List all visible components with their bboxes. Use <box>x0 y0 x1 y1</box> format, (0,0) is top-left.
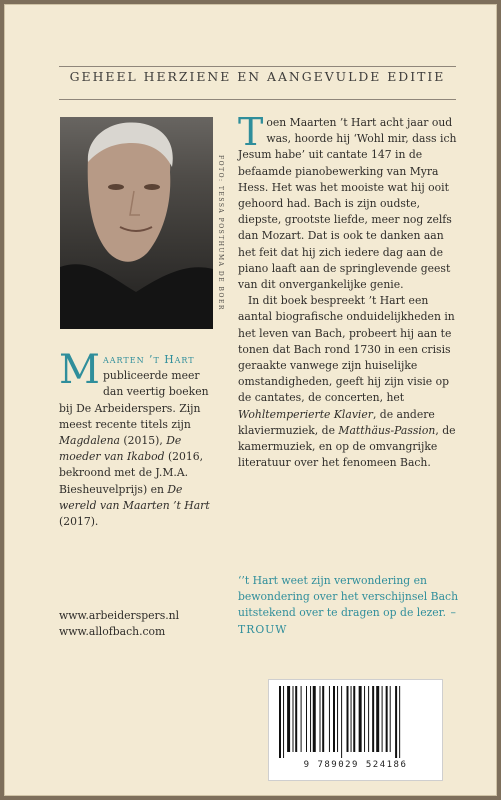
author-photo <box>60 117 213 329</box>
barcode-bar <box>386 686 388 752</box>
intro-text: Toen Maarten ’t Hart acht jaar oud was, hoorde hij ‘Wohl mir, dass ich Jesum habe’ uit cantate 147 in de befaamde pianobewerking van Myra Hess. Het was het mooiste wat hij ooit gehoord had. Bach is zijn oudste, diepste, grootste liefde, meer nog zelfs dan Mozart. Dat is ook te danken aan het feit dat hij zich iedere dag aan de piano laaft aan de springlevende geest van dit onvergankelijke genie. In dit boek bespreekt ’t Hart een aantal biografische onduidelijkheden in het leven van Bach, probeert hij aan te tonen dat Bach rond 1730 in een crisis geraakte vanwege zijn huiselijke omstandigheden, geeft hij zijn visie op de cantates, de concerten, het Wohltemperierte Klavier, de andere klaviermuziek, de Matthäus-Passion, de kamermuziek, en op de omvangrijke literatuur over het fenomeen Bach. <box>238 110 457 470</box>
barcode-bar <box>359 686 362 752</box>
barcode-bar <box>351 686 352 752</box>
photo-credit: FOTO: TESSA POSTHUMA DE BOER <box>217 155 224 311</box>
barcode-bar <box>353 686 355 752</box>
barcode-bar <box>293 686 294 752</box>
barcode-bars <box>277 686 434 758</box>
barcode-bar <box>333 686 335 752</box>
review-source: – TROUW <box>238 606 457 636</box>
barcode-bar <box>368 686 369 752</box>
barcode-bar <box>329 686 330 752</box>
top-rule <box>59 66 456 67</box>
barcode-bar <box>322 686 324 752</box>
barcode-bar <box>376 686 379 752</box>
bio-dropcap: M <box>59 347 100 393</box>
review-quote: ‘’t Hart weet zijn verwondering en bewondering over het verschijnsel Bach uitstekend over te dragen op de lezer. – TROUW <box>238 574 459 636</box>
barcode-bar <box>279 686 281 758</box>
barcode-bar <box>301 686 302 752</box>
bottom-rule <box>59 99 456 100</box>
intro-dropcap: T <box>238 110 264 154</box>
author-bio: Maarten ’t Hart publiceerde meer dan veertig boeken bij De Arbeiderspers. Zijn meest recente titels zijn Magdalena (2015), De moeder van Ikabod (2016, bekroond met de J.M.A. Biesheuvelprijs) en De wereld van Maarten ’t Hart (2017). <box>59 347 210 529</box>
barcode-bar <box>283 686 284 758</box>
barcode-bar <box>310 686 311 752</box>
barcode-bar <box>390 686 391 752</box>
edition-label: GEHEEL HERZIENE EN AANGEVULDE EDITIE <box>69 69 446 84</box>
barcode-bar <box>295 686 297 752</box>
barcode-bar <box>337 686 338 752</box>
barcode-bar <box>341 686 342 758</box>
barcode-bar <box>364 686 365 752</box>
back-cover <box>4 4 497 796</box>
author-name: aarten ’t Hart <box>102 353 195 366</box>
link-arbeiderspers[interactable]: www.arbeiderspers.nl <box>59 609 180 622</box>
barcode-bar <box>320 686 321 752</box>
barcode-bar <box>399 686 400 758</box>
link-allofbach[interactable]: www.allofbach.com <box>59 625 166 639</box>
barcode-bar <box>347 686 349 752</box>
barcode-bar <box>372 686 374 752</box>
barcode-bar <box>382 686 383 752</box>
barcode-bar <box>306 686 307 752</box>
barcode <box>268 679 443 781</box>
web-links <box>59 608 219 640</box>
barcode-bar <box>395 686 397 758</box>
barcode-bar <box>313 686 316 752</box>
barcode-bar <box>287 686 290 752</box>
isbn-number: 9 789029 524186 <box>303 760 408 770</box>
